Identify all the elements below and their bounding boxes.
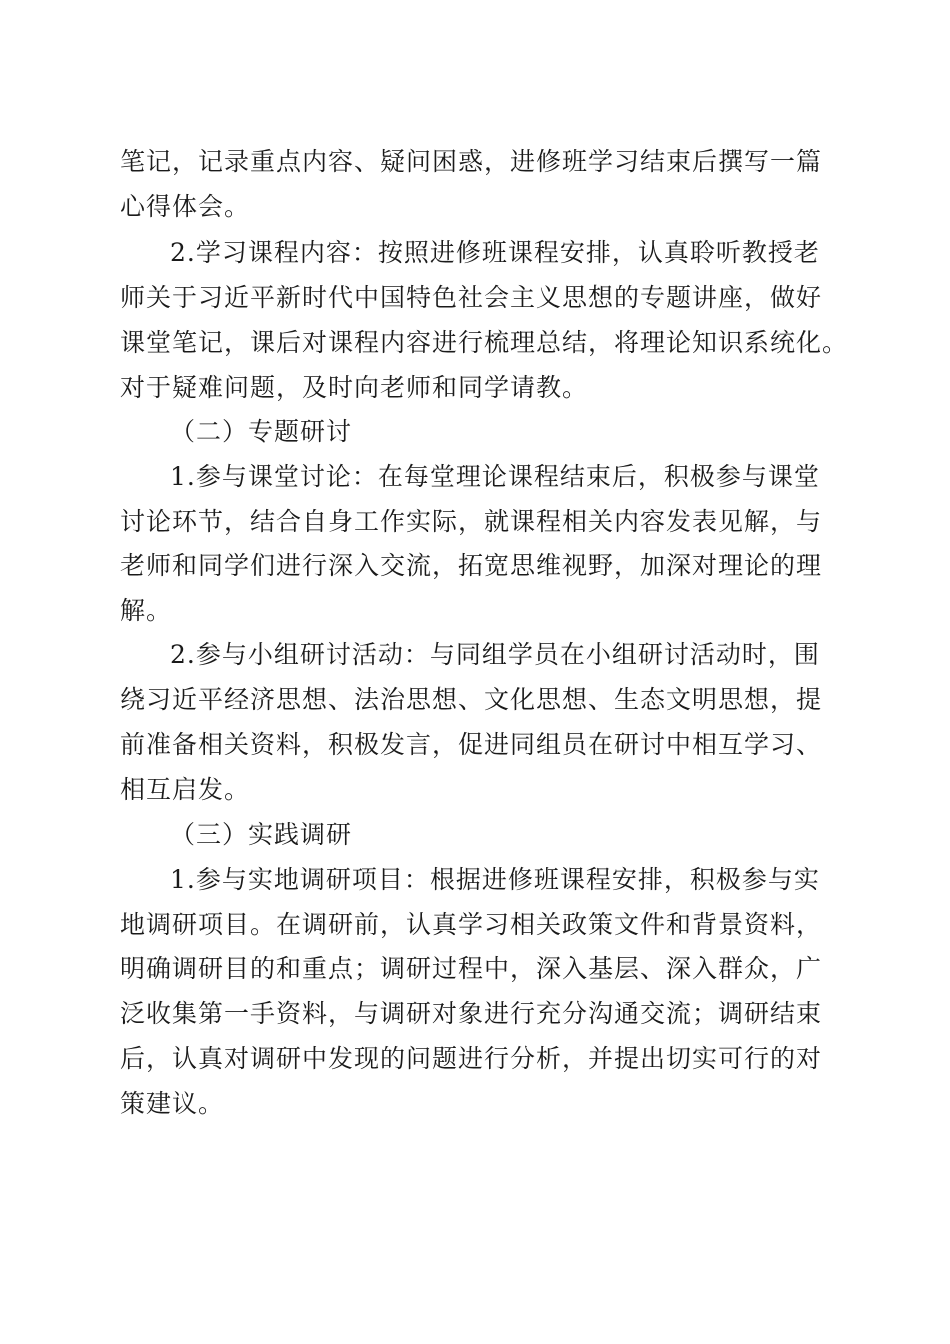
text-line: 2.参与小组研讨活动：与同组学员在小组研讨活动时，围	[170, 640, 820, 669]
text-line: 2.学习课程内容：按照进修班课程安排，认真聆听教授老	[170, 238, 820, 267]
text-line: 策建议。	[120, 1089, 225, 1118]
text-line: 解。	[120, 596, 173, 625]
text-line: 1.参与实地调研项目：根据进修班课程安排，积极参与实	[170, 865, 820, 894]
text-line: 后，认真对调研中发现的问题进行分析，并提出切实可行的对	[120, 1044, 823, 1073]
text-line: 心得体会。	[120, 192, 251, 221]
section-heading: （二）专题研讨	[170, 417, 353, 446]
text-line: 师关于习近平新时代中国特色社会主义思想的专题讲座，做好	[120, 283, 823, 312]
text-line: 泛收集第一手资料，与调研对象进行充分沟通交流；调研结束	[120, 999, 823, 1028]
text-line: 绕习近平经济思想、法治思想、文化思想、生态文明思想，提	[120, 685, 823, 714]
text-line: 1.参与课堂讨论：在每堂理论课程结束后，积极参与课堂	[170, 462, 820, 491]
section-heading: （三）实践调研	[170, 820, 353, 849]
text-line: 明确调研目的和重点；调研过程中，深入基层、深入群众，广	[120, 954, 823, 983]
text-line: 讨论环节，结合自身工作实际，就课程相关内容发表见解，与	[120, 507, 823, 536]
text-line: 笔记，记录重点内容、疑问困惑，进修班学习结束后撰写一篇	[120, 147, 823, 176]
text-line: 对于疑难问题，及时向老师和同学请教。	[120, 373, 589, 402]
text-line: 相互启发。	[120, 775, 251, 804]
text-line: 地调研项目。在调研前，认真学习相关政策文件和背景资料，	[120, 910, 823, 939]
text-line: 前准备相关资料，积极发言，促进同组员在研讨中相互学习、	[120, 730, 823, 759]
text-line: 老师和同学们进行深入交流，拓宽思维视野，加深对理论的理	[120, 551, 823, 580]
text-line: 课堂笔记，课后对课程内容进行梳理总结，将理论知识系统化。	[120, 328, 849, 357]
